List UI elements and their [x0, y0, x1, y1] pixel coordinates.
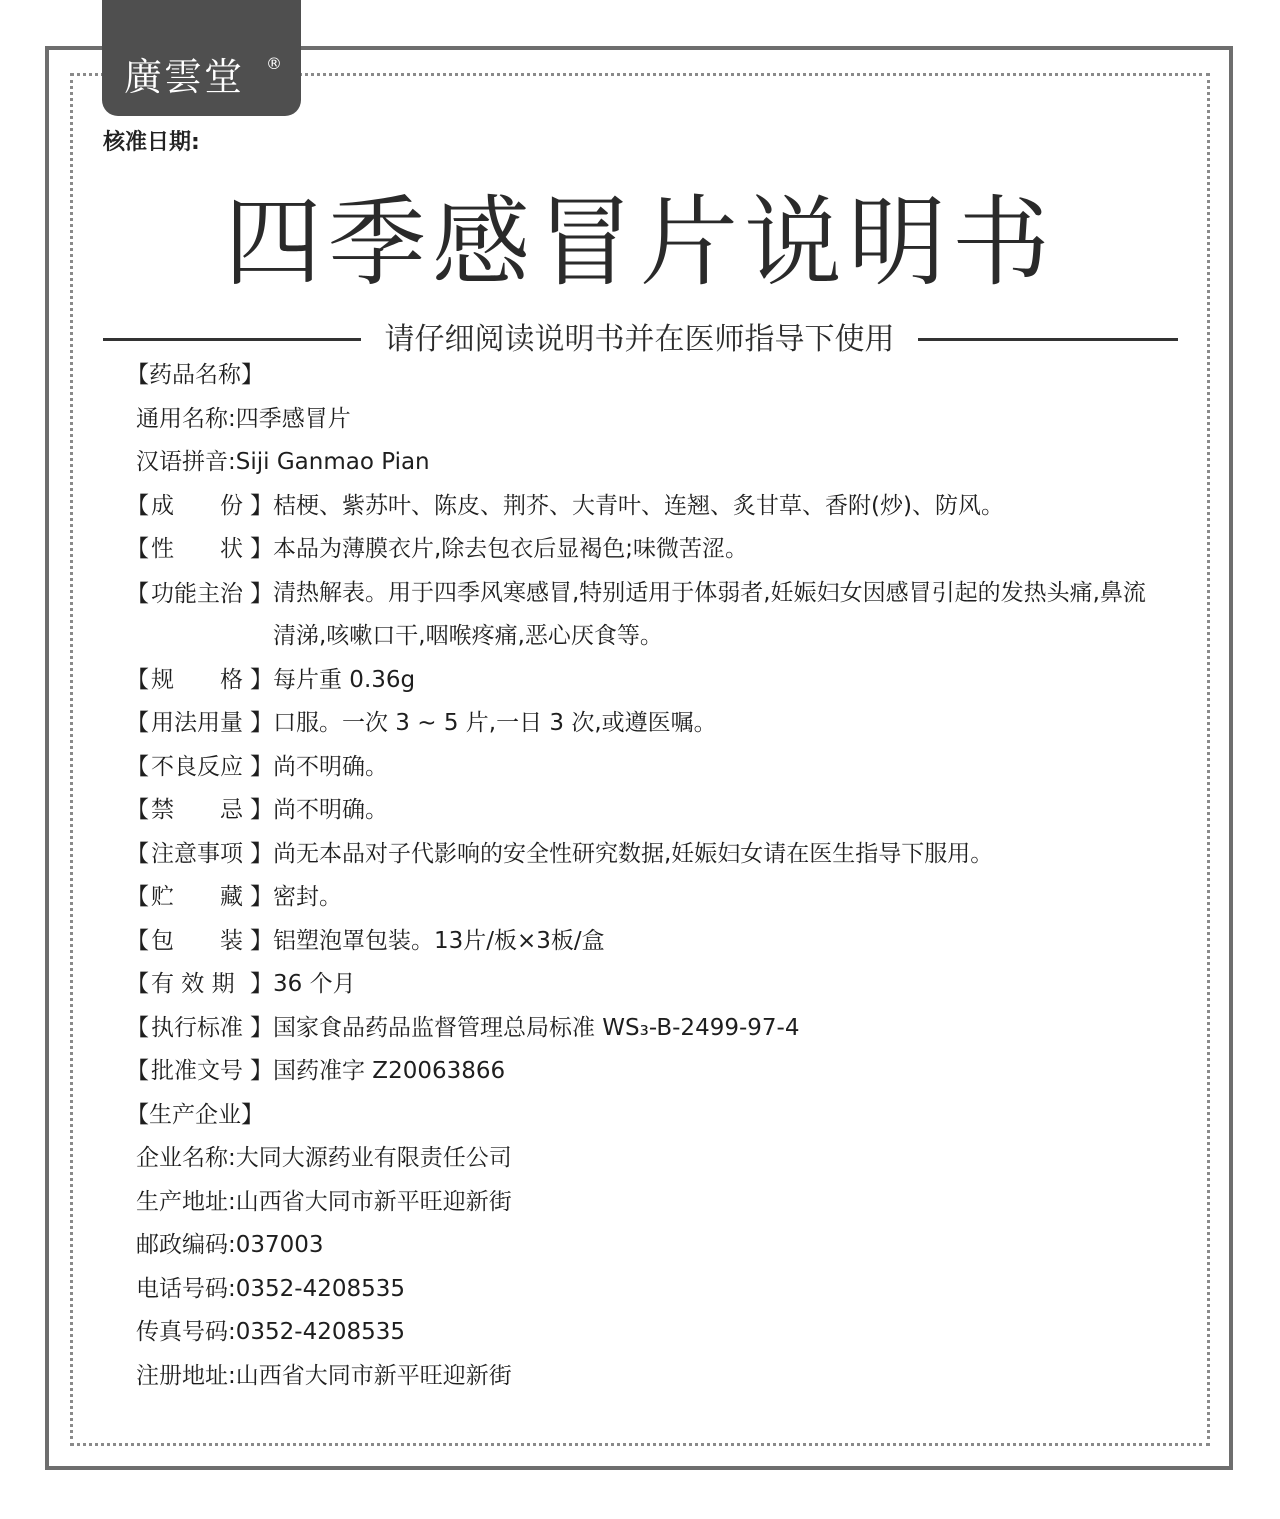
- item-row: [126, 920, 1166, 964]
- item-value: 国家食品药品监督管理总局标准 WS₃-B-2499-97-4: [273, 1014, 800, 1041]
- item-label: 【 性 状 】: [126, 536, 273, 563]
- item-value: 铝塑泡罩包装。13片/板×3板/盒: [273, 927, 605, 954]
- item-row: [126, 1050, 1166, 1094]
- section-heading-drug-name: 【药品名称】: [126, 362, 264, 389]
- item-label: 【 不良反应 】: [126, 753, 273, 780]
- item-label: 【 成 份 】: [126, 492, 273, 519]
- manufacturer-row: [126, 1268, 1166, 1312]
- item-label: 【 禁 忌 】: [126, 797, 273, 824]
- item-row: [126, 963, 1166, 1007]
- pinyin-row: [126, 441, 1166, 485]
- item-value: 口服。一次 3 ~ 5 片,一日 3 次,或遵医嘱。: [273, 710, 717, 737]
- item-value: 清热解表。用于四季风寒感冒,特别适用于体弱者,妊娠妇女因感冒引起的发热头痛,鼻流清涕,咳嗽口干,咽喉疼痛,恶心厌食等。: [273, 579, 1146, 649]
- pinyin-label: 汉语拼音:: [136, 449, 236, 476]
- item-value: 尚不明确。: [273, 797, 388, 824]
- registered-mark: ®: [266, 54, 282, 73]
- manufacturer-row: [126, 1137, 1166, 1181]
- item-row: [126, 1007, 1166, 1051]
- item-row: [126, 485, 1166, 529]
- item-value: 36 个月: [273, 971, 356, 998]
- item-label: 【 批准文号 】: [126, 1058, 273, 1085]
- item-row: [126, 833, 1166, 877]
- manufacturer-label: 传真号码:: [136, 1319, 236, 1346]
- manufacturer-label: 企业名称:: [136, 1145, 236, 1172]
- item-row: [126, 876, 1166, 920]
- item-value: 国药准字 Z20063866: [273, 1058, 506, 1085]
- generic-name-row: [126, 398, 1166, 442]
- item-label: 【 有 效 期 】: [126, 971, 273, 998]
- item-row: [126, 572, 1166, 659]
- manufacturer-label: 注册地址:: [136, 1362, 236, 1389]
- item-label: 【 注意事项 】: [126, 840, 273, 867]
- item-label: 【 执行标准 】: [126, 1014, 273, 1041]
- generic-name-label: 通用名称:: [136, 405, 236, 432]
- manufacturer-value: 0352-4208535: [235, 1319, 406, 1346]
- manufacturer-value: 山西省大同市新平旺迎新街: [235, 1362, 512, 1389]
- item-label: 【 规 格 】: [126, 666, 273, 693]
- manufacturer-label: 电话号码:: [136, 1275, 236, 1302]
- document-subtitle: 请仔细阅读说明书并在医师指导下使用: [384, 322, 895, 357]
- manufacturer-row: [126, 1311, 1166, 1355]
- item-row: [126, 702, 1166, 746]
- item-value: 每片重 0.36g: [273, 666, 416, 693]
- manufacturer-label: 生产地址:: [136, 1188, 236, 1215]
- manufacturer-label: 邮政编码:: [136, 1232, 236, 1259]
- manufacturer-value: 0352-4208535: [235, 1275, 406, 1302]
- leaflet-content: [126, 354, 1166, 1398]
- item-list: [126, 485, 1166, 1094]
- item-value: 桔梗、紫苏叶、陈皮、荆芥、大青叶、连翘、炙甘草、香附(炒)、防风。: [273, 492, 1004, 519]
- item-value: 本品为薄膜衣片,除去包衣后显褐色;味微苦涩。: [273, 536, 749, 563]
- section-heading-manufacturer: 【生产企业】: [126, 1101, 264, 1128]
- item-row: [126, 746, 1166, 790]
- item-row: [126, 789, 1166, 833]
- brand-logo-text: 廣雲堂: [124, 55, 245, 99]
- item-value: 尚无本品对子代影响的安全性研究数据,妊娠妇女请在医生指导下服用。: [273, 840, 994, 867]
- manufacturer-row: [126, 1181, 1166, 1225]
- manufacturer-value: 大同大源药业有限责任公司: [235, 1145, 512, 1172]
- manufacturer-value: 山西省大同市新平旺迎新街: [235, 1188, 512, 1215]
- divider-right: [918, 338, 1178, 341]
- item-value: 尚不明确。: [273, 753, 388, 780]
- item-label: 【 包 装 】: [126, 927, 273, 954]
- approval-date-label: 核准日期:: [103, 130, 200, 155]
- item-value: 密封。: [273, 884, 342, 911]
- manufacturer-row: [126, 1224, 1166, 1268]
- generic-name-value: 四季感冒片: [235, 405, 351, 432]
- manufacturer-list: [126, 1137, 1166, 1398]
- item-row: [126, 659, 1166, 703]
- item-label: 【 用法用量 】: [126, 710, 273, 737]
- item-row: [126, 528, 1166, 572]
- document-title: 四季感冒片说明书: [223, 186, 1056, 300]
- pinyin-value: Siji Ganmao Pian: [235, 449, 430, 476]
- divider-left: [103, 338, 361, 341]
- item-label: 【 功能主治 】: [126, 580, 273, 607]
- manufacturer-value: 037003: [235, 1232, 324, 1259]
- item-label: 【 贮 藏 】: [126, 884, 273, 911]
- manufacturer-row: [126, 1355, 1166, 1399]
